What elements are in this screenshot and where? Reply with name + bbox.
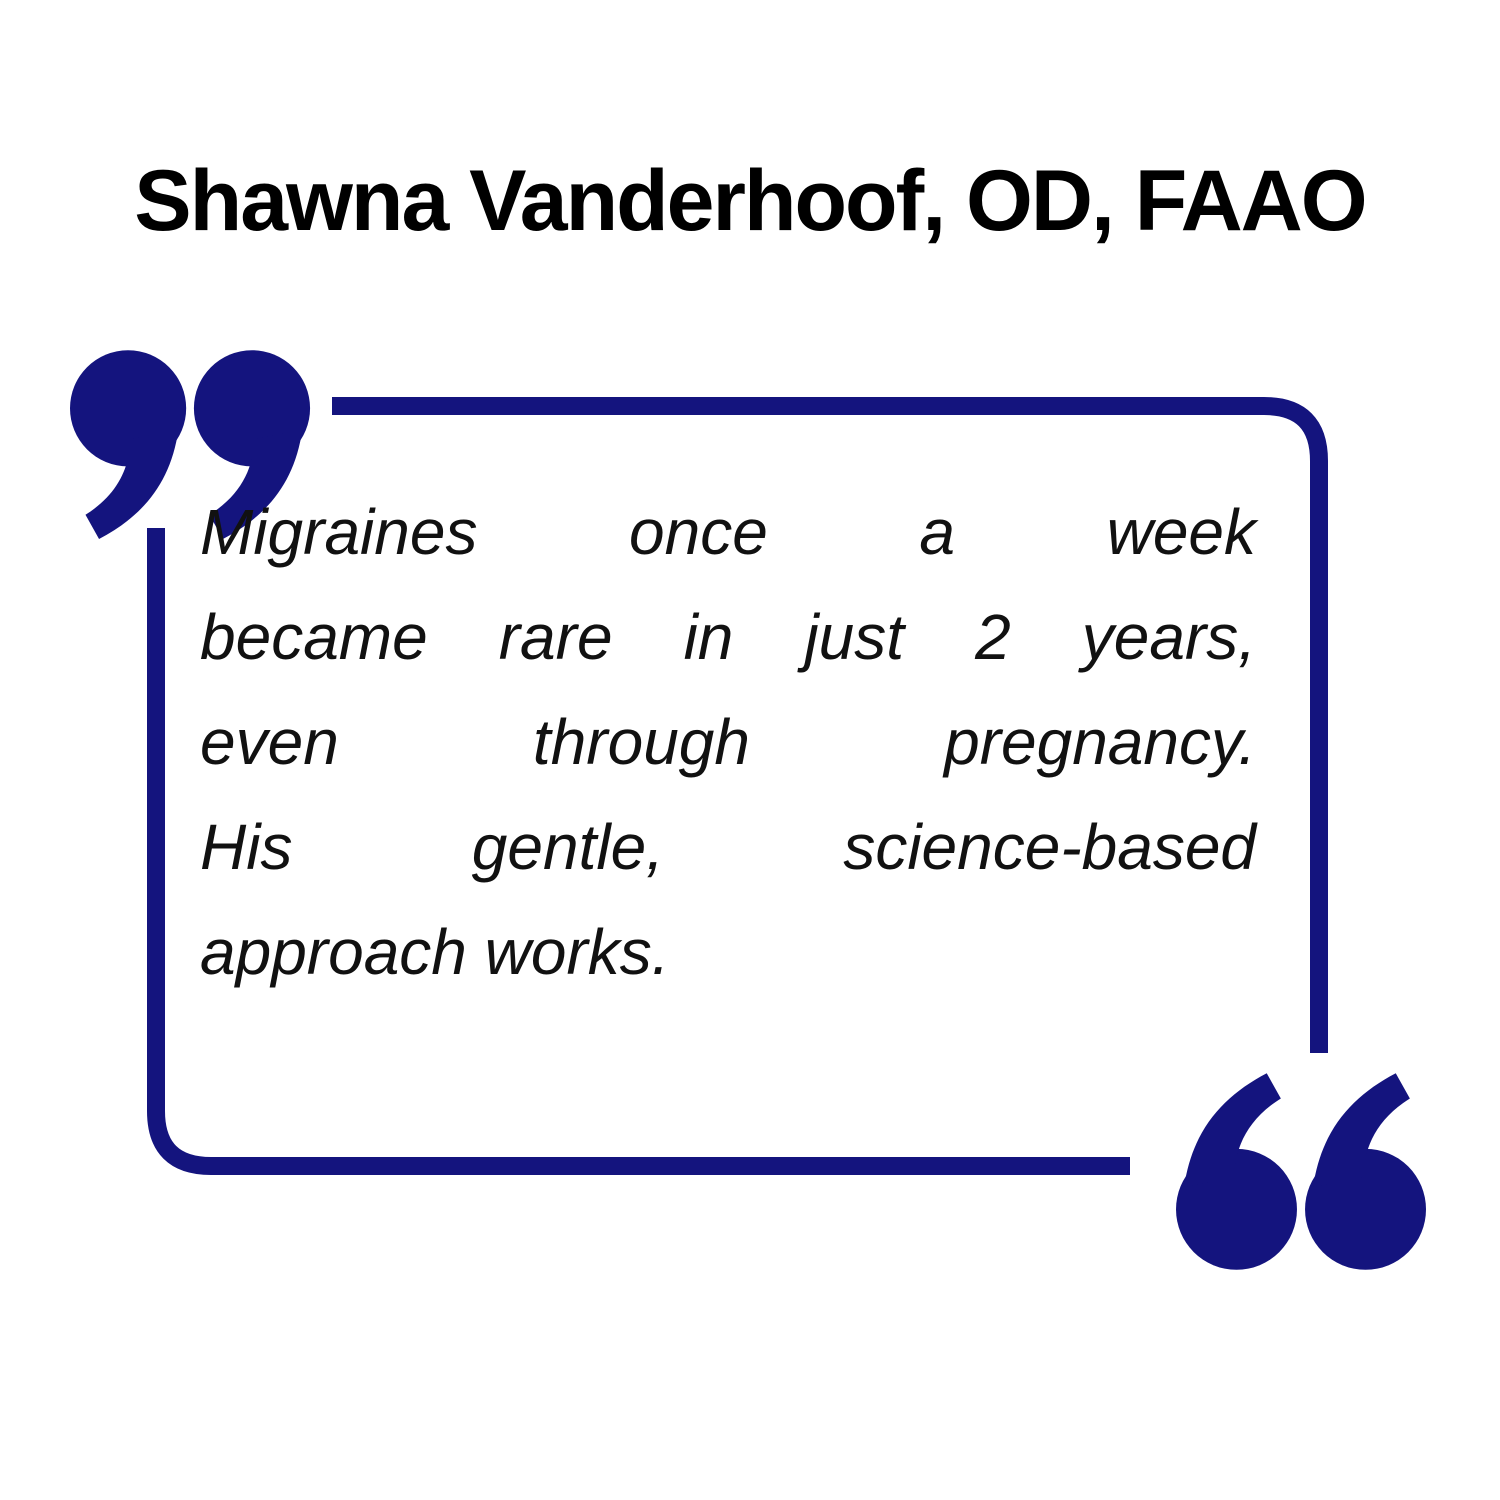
opening-quotes-icon bbox=[1174, 1068, 1426, 1270]
quote-line: became rare in just 2 years, bbox=[200, 601, 1256, 673]
quote-line: Migraines once a week bbox=[200, 496, 1256, 568]
quote-line: His gentle, science-based bbox=[200, 811, 1256, 883]
quote-line: approach works. bbox=[200, 916, 670, 988]
quote-text bbox=[200, 480, 1256, 1005]
page-title: Shawna Vanderhoof, OD, FAAO bbox=[134, 153, 1366, 249]
quote-line: even through pregnancy. bbox=[200, 706, 1256, 778]
